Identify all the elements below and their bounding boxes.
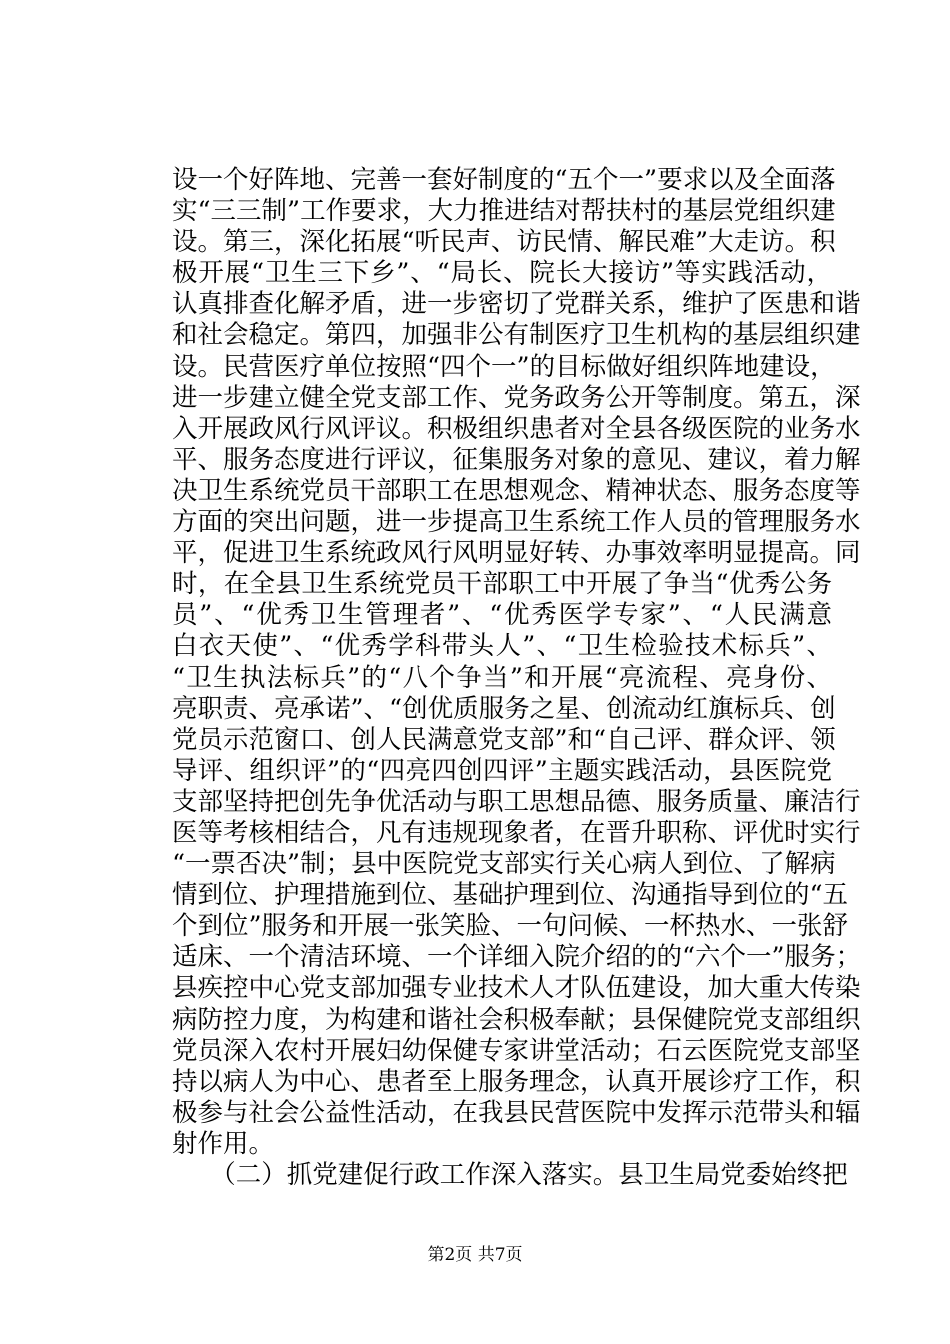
body-line: 时，在全县卫生系统党员干部职工中开展了争当“优秀公务	[172, 569, 832, 600]
body-line: 持以病人为中心、患者至上服务理念，认真开展诊疗工作，积	[172, 1066, 861, 1097]
page-number-footer: 第2页 共7页	[427, 1245, 523, 1265]
body-line: 平，促进卫生系统政风行风明显好转、办事效率明显提高。同	[172, 538, 861, 569]
body-line: 入开展政风行风评议。积极组织患者对全县各级医院的业务水	[172, 413, 861, 444]
body-line: 情到位、护理措施到位、基础护理到位、沟通指导到位的“五	[172, 880, 849, 911]
body-line: 设一个好阵地、完善一套好制度的“五个一”要求以及全面落	[172, 165, 836, 195]
body-line: 党员示范窗口、创人民满意党支部”和“自己评、群众评、领	[172, 724, 836, 755]
body-line: 认真排查化解矛盾，进一步密切了党群关系，维护了医患和谐	[172, 289, 861, 320]
body-line: 平、服务态度进行评议，征集服务对象的意见、建议，着力解	[172, 444, 861, 475]
body-line: 设。民营医疗单位按照“四个一”的目标做好组织阵地建设，	[172, 351, 836, 382]
body-line: 决卫生系统党员干部职工在思想观念、精神状态、服务态度等	[172, 475, 861, 506]
body-line: 员”、“优秀卫生管理者”、“优秀医学专家”、“人民满意	[172, 600, 832, 631]
body-line: 白衣天使”、“优秀学科带头人”、“卫生检验技术标兵”、	[172, 631, 832, 662]
body-text	[172, 165, 862, 1191]
body-line: 和社会稳定。第四，加强非公有制医疗卫生机构的基层组织建	[172, 320, 861, 351]
body-line: 县疾控中心党支部加强专业技术人才队伍建设，加大重大传染	[172, 973, 861, 1004]
body-line: 亮职责、亮承诺”、“创优质服务之星、创流动红旗标兵、创	[172, 693, 836, 724]
body-line: 病防控力度，为构建和谐社会积极奉献；县保健院党支部组织	[172, 1004, 861, 1035]
body-line: “一票否决”制；县中医院党支部实行关心病人到位、了解病	[172, 849, 836, 880]
body-line: 医等考核相结合，凡有违规现象者，在晋升职称、评优时实行	[172, 817, 861, 848]
body-line: 个到位”服务和开展一张笑脸、一句问候、一杯热水、一张舒	[172, 911, 849, 942]
section-heading-line: （二）抓党建促行政工作深入落实。县卫生局党委始终把	[172, 1160, 848, 1190]
body-line: 设。第三，深化拓展“听民声、访民情、解民难”大走访。积	[172, 227, 836, 258]
body-line: 极参与社会公益性活动，在我县民营医院中发挥示范带头和辐	[172, 1097, 861, 1128]
body-line: 实“三三制”工作要求，大力推进结对帮扶村的基层党组织建	[172, 196, 836, 227]
body-line: 射作用。	[172, 1128, 275, 1159]
body-line: 极开展“卫生三下乡”、“局长、院长大接访”等实践活动，	[172, 258, 832, 289]
body-line: “卫生执法标兵”的“八个争当”和开展“亮流程、亮身份、	[172, 662, 832, 693]
body-line: 进一步建立健全党支部工作、党务政务公开等制度。第五，深	[172, 382, 861, 413]
body-line: 导评、组织评”的“四亮四创四评”主题实践活动，县医院党	[172, 755, 832, 786]
body-line: 适床、一个清洁环境、一个详细入院介绍的的“六个一”服务；	[172, 942, 862, 973]
body-line: 方面的突出问题，进一步提高卫生系统工作人员的管理服务水	[172, 507, 861, 538]
body-line: 支部坚持把创先争优活动与职工思想品德、服务质量、廉洁行	[172, 786, 861, 817]
body-line: 党员深入农村开展妇幼保健专家讲堂活动；石云医院党支部坚	[172, 1035, 861, 1066]
